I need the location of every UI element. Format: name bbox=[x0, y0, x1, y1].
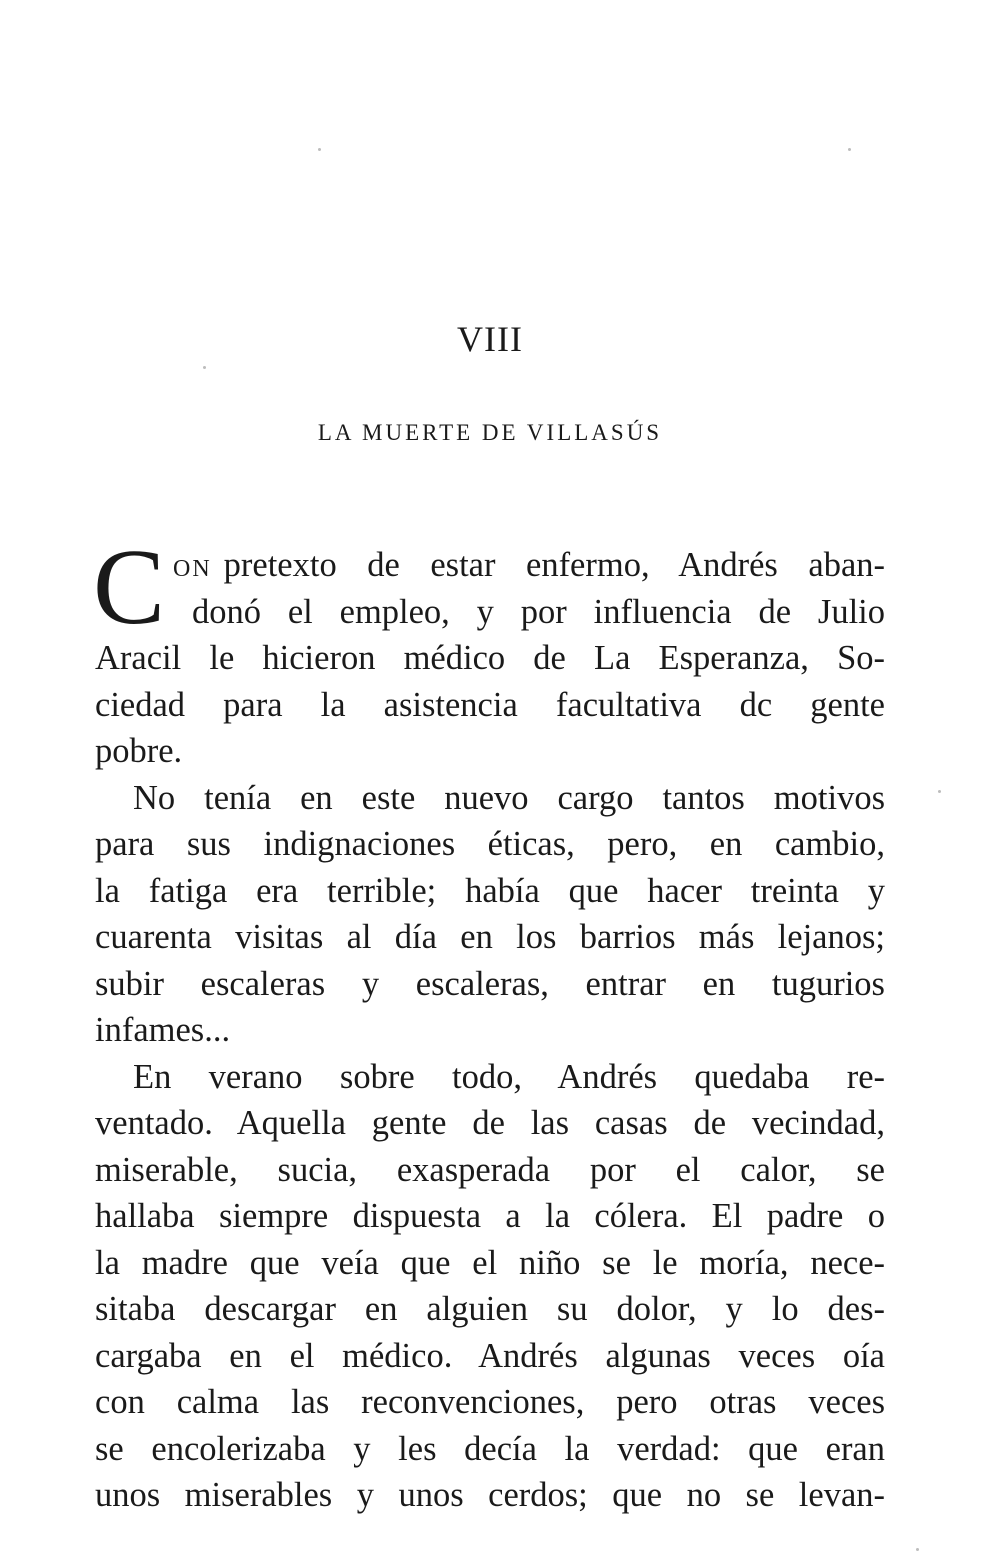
text-line: donó el empleo, y por influencia de Julio bbox=[192, 592, 885, 631]
text-line: subir escaleras y escaleras, entrar en tugurios bbox=[95, 964, 885, 1003]
paper-speck bbox=[318, 148, 321, 151]
text-line: cargaba en el médico. Andrés algunas veces oía bbox=[95, 1336, 885, 1375]
text-line: Aracil le hicieron médico de La Esperanza, So- bbox=[95, 639, 885, 677]
paper-speck bbox=[916, 1548, 919, 1551]
drop-cap-continuation: ON bbox=[173, 556, 212, 582]
text-line: ventado. Aquella gente de las casas de vecindad, bbox=[95, 1104, 885, 1142]
chapter-title: LA MUERTE DE VILLASÚS bbox=[317, 420, 663, 445]
text-line: En verano sobre todo, Andrés quedaba re- bbox=[133, 1057, 885, 1096]
text-line: No tenía en este nuevo cargo tantos motivos bbox=[133, 778, 885, 817]
text-line: infames... bbox=[95, 1011, 231, 1049]
text-line: unos miserables y unos cerdos; que no se levan- bbox=[95, 1476, 885, 1514]
text-line: miserable, sucia, exasperada por el calor, se bbox=[95, 1150, 885, 1189]
text-line: se encolerizaba y les decía la verdad: que eran bbox=[95, 1429, 885, 1468]
text-line: cuarenta visitas al día en los barrios más lejanos; bbox=[95, 918, 885, 956]
text-line: para sus indignaciones éticas, pero, en cambio, bbox=[95, 825, 885, 863]
text-line: sitaba descargar en alguien su dolor, y lo des- bbox=[95, 1290, 885, 1328]
text-line: la madre que veía que el niño se le moría, nece- bbox=[95, 1243, 885, 1282]
text-line: ciedad para la asistencia facultativa dc gente bbox=[95, 685, 885, 724]
drop-cap: C bbox=[93, 528, 166, 647]
line-text: pretexto de estar enfermo, Andrés aban- bbox=[223, 546, 885, 584]
text-line: con calma las reconvenciones, pero otras veces bbox=[95, 1383, 885, 1421]
text-line: pobre. bbox=[95, 732, 183, 770]
body-text bbox=[93, 528, 885, 1519]
paper-speck bbox=[203, 366, 206, 369]
text-line bbox=[95, 542, 885, 589]
text-line: hallaba siempre dispuesta a la cólera. El padre o bbox=[95, 1197, 885, 1235]
paper-speck bbox=[938, 790, 941, 793]
text-line: la fatiga era terrible; había que hacer treinta y bbox=[95, 871, 885, 910]
paper-speck bbox=[848, 148, 851, 151]
chapter-number: VIII bbox=[457, 319, 523, 359]
